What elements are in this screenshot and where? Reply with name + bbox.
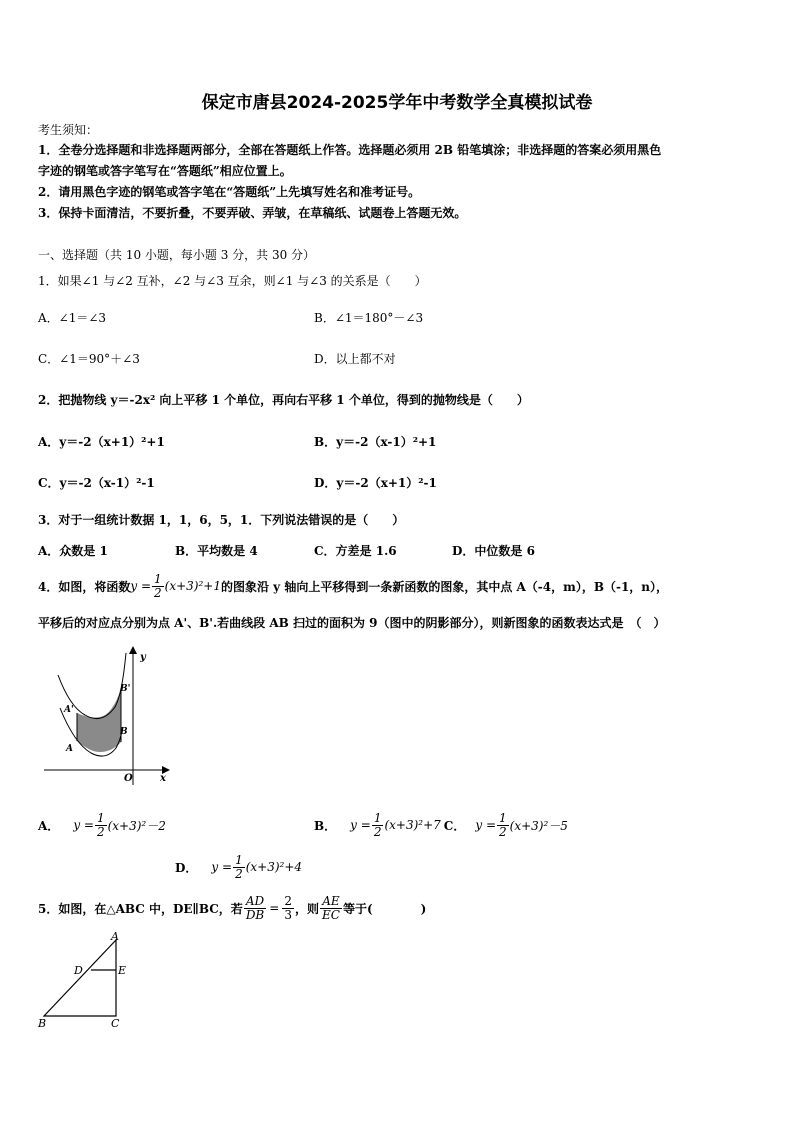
q5-equals: = [269, 901, 280, 915]
frac-num: 2 [284, 893, 292, 908]
q2-option-c: C．y＝-2（x-1）²-1 [38, 476, 155, 490]
frac-num: 1 [499, 810, 507, 825]
q4-fraction [152, 573, 164, 599]
q5-frac-2-3 [282, 895, 294, 921]
q1-option-c: C．∠1＝90°＋∠3 [38, 352, 140, 366]
notice-item-1-cont: 字迹的钢笔或答字笔写在“答题纸”相应位置上。 [38, 164, 292, 178]
q1-option-d: D．以上都不对 [314, 352, 396, 366]
q4-option-b [314, 808, 568, 842]
section-heading: 一、选择题（共 10 小题，每小题 3 分，共 30 分） [38, 248, 316, 262]
q4-option-b-frac [372, 812, 384, 838]
notice-heading: 考生须知： [38, 123, 99, 137]
q4-option-d-y: y = [211, 860, 233, 874]
label-b-prime: B' [120, 684, 131, 694]
q4-option-a-tail: (x+3)²－2 [107, 818, 166, 833]
q5-frac-ae-ec [320, 895, 342, 921]
q4-option-b-y: y = [350, 818, 371, 832]
q4-option-c-label: C． [443, 818, 466, 833]
label-a-prime: A' [64, 705, 74, 715]
label-a: A [66, 744, 73, 754]
q2-option-a: A．y＝-2（x+1）²+1 [38, 435, 165, 449]
q2-option-d: D．y＝-2（x+1）²-1 [314, 476, 437, 490]
q5-stem-post: 等于( ) [342, 901, 427, 916]
q4-frac-den: 2 [154, 585, 162, 600]
q4-option-b-tail: (x+3)²+7 [384, 818, 441, 832]
q3-option-c: C．方差是 1.6 [314, 544, 397, 558]
q2-option-b: B．y＝-2（x-1）²+1 [314, 435, 437, 449]
q4-option-d-frac [233, 854, 245, 880]
frac-den: 3 [284, 907, 292, 922]
notice-item-3: 3．保持卡面清洁，不要折叠，不要弄破、弄皱，在草稿纸、试题卷上答题无效。 [38, 206, 467, 220]
frac-den: 2 [96, 824, 105, 839]
q4-option-d [175, 850, 302, 884]
q2-stem: 2．把抛物线 y＝-2x² 向上平移 1 个单位，再向右平移 1 个单位，得到的抛物线是（ ） [38, 393, 529, 407]
label-e: E [118, 964, 127, 977]
q3-option-d: D．中位数是 6 [452, 544, 535, 558]
q4-option-c-tail: (x+3)²－5 [509, 818, 568, 833]
label-a: A [111, 930, 119, 943]
frac-num: 1 [373, 810, 382, 825]
q4-option-b-label: B． [314, 818, 337, 833]
triangle-abc [44, 940, 116, 1016]
q4-option-d-label: D． [175, 860, 198, 875]
q4-stem [38, 570, 668, 602]
q4-stem-pre: 4．如图，将函数 [38, 579, 131, 594]
q1-option-b: B．∠1＝180°－∠3 [314, 311, 424, 325]
label-b: B [120, 727, 128, 737]
q4-option-a-frac [95, 812, 107, 838]
q5-triangle-figure [34, 928, 134, 1033]
q4-stem-line2: 平移后的对应点分别为点 A'、B'.若曲线段 AB 扫过的面积为 9（图中的阴影部分），则新图象的函数表达式是 （ ） [38, 616, 666, 630]
q4-option-a [38, 808, 166, 842]
q3-stem: 3．对于一组统计数据 1，1，6，5，1．下列说法错误的是（ ） [38, 513, 405, 527]
label-b: B [38, 1017, 47, 1030]
label-o: O [124, 773, 133, 784]
notice-item-1: 1．全卷分选择题和非选择题两部分，全部在答题纸上作答。选择题必须用 2B 铅笔填涂；非选择题的答案必须用黑色 [38, 143, 662, 157]
label-c: C [111, 1017, 120, 1030]
q4-parabola-figure [40, 645, 175, 790]
q4-stem-post: 的图象沿 y 轴向上平移得到一条新函数的图象，其中点 A（-4，m），B（-1，n）， [220, 579, 669, 594]
q4-option-c-y: y = [475, 818, 496, 832]
frac-num: 1 [235, 852, 243, 867]
q4-frac-num: 1 [154, 571, 162, 586]
q4-option-a-label: A． [38, 818, 60, 833]
q5-stem-mid: ，则 [294, 901, 319, 916]
q4-option-d-tail: (x+3)²+4 [245, 860, 303, 874]
frac-den: 2 [499, 824, 507, 839]
q5-stem-pre: 5．如图，在△ABC 中，DE∥BC，若 [38, 901, 243, 916]
shaded-region [77, 689, 121, 752]
notice-item-2: 2．请用黑色字迹的钢笔或答字笔在“答题纸”上先填写姓名和准考证号。 [38, 185, 421, 199]
q1-stem: 1．如果∠1 与∠2 互补，∠2 与∠3 互余，则∠1 与∠3 的关系是（ ） [38, 274, 427, 288]
frac-den: DB [245, 907, 265, 922]
q4-y-eq: y = [130, 579, 152, 593]
page-title: 保定市唐县2024-2025学年中考数学全真模拟试卷 [201, 93, 593, 113]
label-d: D [74, 964, 83, 977]
frac-num: 1 [96, 810, 105, 825]
q5-frac-ad-db [244, 895, 266, 921]
frac-num: AD [245, 893, 265, 908]
q4-option-c-frac [497, 812, 509, 838]
q1-option-a: A．∠1＝∠3 [38, 311, 107, 325]
q3-option-b: B．平均数是 4 [175, 544, 258, 558]
frac-num: AE [322, 893, 340, 908]
frac-den: 2 [373, 824, 382, 839]
label-x: x [160, 773, 166, 784]
frac-den: 2 [235, 866, 243, 881]
frac-den: EC [321, 907, 340, 922]
q5-stem [38, 890, 426, 926]
q4-func-tail: (x+3)²+1 [164, 579, 221, 593]
q4-option-a-y: y = [73, 818, 94, 832]
label-y: y [140, 652, 146, 663]
q3-option-a: A．众数是 1 [38, 544, 108, 558]
